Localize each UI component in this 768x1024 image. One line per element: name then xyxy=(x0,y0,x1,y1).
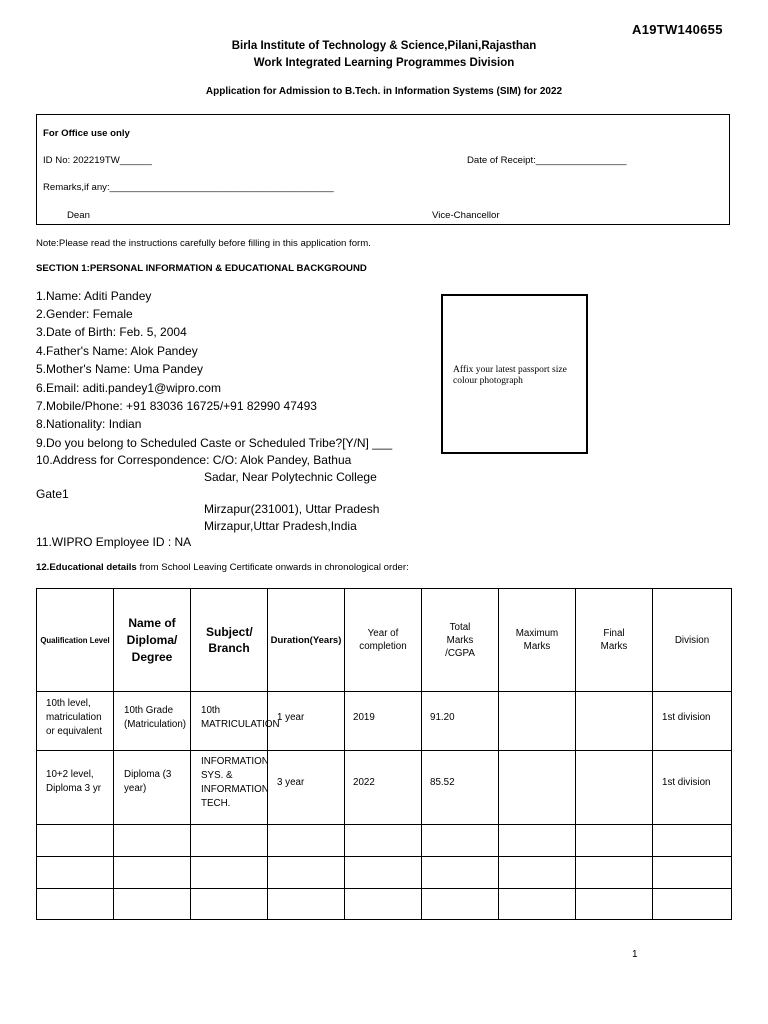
caste-question: 9.Do you belong to Scheduled Caste or Scheduled Tribe?[Y/N] ___ xyxy=(36,436,393,450)
empty-cell xyxy=(191,889,268,920)
address-line-2: Sadar, Near Polytechnic College xyxy=(204,470,377,484)
empty-cell xyxy=(37,825,114,857)
empty-cell xyxy=(268,825,345,857)
col-header-max-marks: Maximum Marks xyxy=(499,589,576,692)
col-header-subject: Subject/ Branch xyxy=(191,589,268,692)
row1-duration: 1 year xyxy=(277,712,305,723)
applicant-name: 1.Name: Aditi Pandey xyxy=(36,289,152,303)
applicant-dob: 3.Date of Birth: Feb. 5, 2004 xyxy=(36,325,187,339)
instructions-note: Note:Please read the instructions carefully before filling in this application form. xyxy=(36,238,371,249)
empty-cell xyxy=(345,825,422,857)
table-row xyxy=(37,889,732,920)
office-use-box xyxy=(36,114,730,225)
application-title: Application for Admission to B.Tech. in Information Systems (SIM) for 2022 xyxy=(205,86,563,97)
col-header-final-marks: Final Marks xyxy=(576,589,653,692)
photo-box xyxy=(441,294,588,454)
empty-cell xyxy=(37,889,114,920)
application-id: A19TW140655 xyxy=(632,22,723,37)
row2-diploma: Diploma (3 year) xyxy=(124,769,172,794)
col-header-total-marks: Total Marks /CGPA xyxy=(422,589,499,692)
row2-year: 2022 xyxy=(353,777,375,788)
col-header-qualification: Qualification Level xyxy=(37,589,114,692)
section-1-heading: SECTION 1:PERSONAL INFORMATION & EDUCATIONAL BACKGROUND xyxy=(36,263,367,274)
empty-cell xyxy=(653,825,732,857)
table-row xyxy=(37,825,732,857)
row2-total-marks: 85.52 xyxy=(430,777,455,788)
row2-qualification: 10+2 level, Diploma 3 yr xyxy=(46,769,101,794)
applicant-email: 6.Email: aditi.pandey1@wipro.com xyxy=(36,381,221,395)
empty-cell xyxy=(114,889,191,920)
address-line-1: 10.Address for Correspondence: C/O: Alok Pandey, Bathua xyxy=(36,453,352,467)
empty-cell xyxy=(576,857,653,889)
remarks-field: Remarks,if any:__________________________________________ xyxy=(43,182,334,193)
row1-diploma: 10th Grade (Matriculation) xyxy=(124,705,187,730)
col-header-duration: Duration(Years) xyxy=(268,589,345,692)
row2-subject: INFORMATION SYS. & INFORMATION TECH. xyxy=(201,756,269,809)
col-header-division: Division xyxy=(653,589,732,692)
table-row xyxy=(37,692,732,751)
empty-cell xyxy=(576,889,653,920)
empty-cell xyxy=(191,857,268,889)
empty-cell xyxy=(345,857,422,889)
row1-division: 1st division xyxy=(662,712,711,723)
division-name: Work Integrated Learning Programmes Division xyxy=(253,57,515,69)
vice-chancellor-signature-label: Vice-Chancellor xyxy=(432,210,500,221)
table-row xyxy=(37,857,732,889)
date-of-receipt-field: Date of Receipt:_________________ xyxy=(467,155,627,166)
table-row xyxy=(37,751,732,825)
row1-year: 2019 xyxy=(353,712,375,723)
education-heading-bold: 12.Educational details xyxy=(36,562,137,573)
applicant-phone: 7.Mobile/Phone: +91 83036 16725/+91 82990 47493 xyxy=(36,399,317,413)
row2-division: 1st division xyxy=(662,777,711,788)
empty-cell xyxy=(576,825,653,857)
table-header-row xyxy=(37,589,732,692)
address-line-4: Mirzapur(231001), Uttar Pradesh xyxy=(204,502,380,516)
empty-cell xyxy=(114,825,191,857)
row2-duration: 3 year xyxy=(277,777,305,788)
photo-instruction-line-1: Affix your latest passport size xyxy=(453,365,567,375)
empty-cell xyxy=(268,857,345,889)
applicant-gender: 2.Gender: Female xyxy=(36,307,133,321)
empty-cell xyxy=(653,889,732,920)
empty-cell xyxy=(114,857,191,889)
address-line-5: Mirzapur,Uttar Pradesh,India xyxy=(204,519,357,533)
empty-cell xyxy=(268,889,345,920)
col-header-year: Year of completion xyxy=(345,589,422,692)
id-number-field: ID No: 202219TW______ xyxy=(43,155,152,166)
col-header-diploma: Name of Diploma/ Degree xyxy=(114,589,191,692)
mother-name: 5.Mother's Name: Uma Pandey xyxy=(36,362,204,376)
education-table xyxy=(36,588,732,920)
empty-cell xyxy=(499,857,576,889)
photo-instruction xyxy=(453,365,583,387)
empty-cell xyxy=(422,889,499,920)
education-heading xyxy=(36,562,409,573)
empty-cell xyxy=(37,857,114,889)
row1-subject: 10th MATRICULATION xyxy=(201,705,280,730)
dean-signature-label: Dean xyxy=(67,210,90,221)
institute-name: Birla Institute of Technology & Science,Pilani,Rajasthan xyxy=(231,40,537,52)
office-heading: For Office use only xyxy=(43,128,130,139)
row1-qualification: 10th level, matriculation or equivalent xyxy=(46,698,103,737)
photo-instruction-line-2: colour photograph xyxy=(453,376,523,386)
empty-cell xyxy=(345,889,422,920)
empty-cell xyxy=(653,857,732,889)
empty-cell xyxy=(499,889,576,920)
page-number: 1 xyxy=(632,949,638,960)
empty-cell xyxy=(191,825,268,857)
empty-cell xyxy=(422,825,499,857)
empty-cell xyxy=(422,857,499,889)
address-line-3: Gate1 xyxy=(36,487,69,501)
empty-cell xyxy=(499,825,576,857)
employee-id: 11.WIPRO Employee ID : NA xyxy=(36,535,192,549)
education-heading-rest: from School Leaving Certificate onwards in chronological order: xyxy=(136,562,409,573)
applicant-nationality: 8.Nationality: Indian xyxy=(36,417,142,431)
father-name: 4.Father's Name: Alok Pandey xyxy=(36,344,198,358)
row1-total-marks: 91.20 xyxy=(430,712,455,723)
